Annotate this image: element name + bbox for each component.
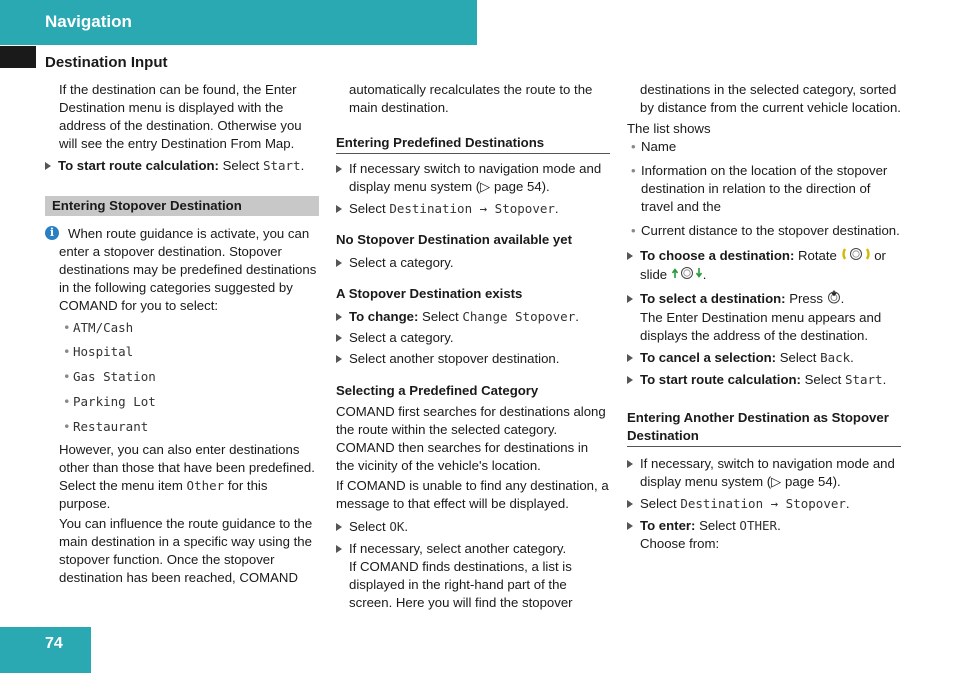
menu-item-ok: OK (389, 519, 405, 534)
page-number: 74 (45, 635, 63, 652)
exists-heading: A Stopover Destination exists (336, 286, 523, 301)
text: . (777, 518, 781, 534)
step-select-stopover-2 (627, 495, 901, 513)
text: Choose from: (640, 536, 720, 552)
step-text: Select (218, 158, 263, 173)
no-stopover-heading: No Stopover Destination available yet (336, 232, 572, 247)
text: . (840, 291, 845, 307)
list-item: • Hospital (59, 343, 319, 361)
text: Select (418, 309, 463, 324)
menu-item-start: Start (844, 372, 883, 388)
text: . (554, 201, 559, 216)
text: or slide (640, 248, 886, 283)
controller-press-icon (827, 290, 841, 309)
info-icon: i (45, 226, 59, 240)
step-start-route-2 (627, 371, 901, 389)
column-3 (627, 81, 901, 553)
menu-item-other: Other (186, 478, 225, 493)
step-label: To change: (349, 309, 419, 324)
step-label: To choose a destination: (640, 248, 795, 263)
step-start-route (45, 157, 319, 175)
text: . (845, 496, 850, 512)
selecting-heading: Selecting a Predefined Category (336, 383, 539, 398)
step-select-ok (336, 518, 610, 536)
text: . (850, 350, 854, 366)
list-item: • Restaurant (59, 418, 319, 436)
text: Select (349, 201, 390, 216)
text: for this purpose. (59, 478, 268, 511)
step-label: To select a destination: (640, 291, 786, 307)
info-note (45, 225, 319, 315)
text: . (882, 372, 887, 388)
paragraph-influence: You can influence the route guidance to the main destination in a specific way using the stopover function. Once the stopover destination has been reached, COMAND (59, 516, 313, 585)
step-select-another: Select another stopover destination. (336, 350, 610, 368)
text: If necessary, select another category. (349, 541, 567, 556)
menu-item-other: OTHER (739, 518, 778, 534)
step-select-category: Select a category. (336, 254, 610, 272)
step-label: To enter: (640, 518, 696, 534)
text: . (702, 267, 707, 283)
step-choose-destination (627, 247, 901, 285)
selecting-paragraph-1: COMAND first searches for destinations along the route within the selected category. COMAND then searches for destinations in the vicinity of the vehicle's location. (336, 404, 606, 473)
column-1 (45, 81, 319, 587)
text: Select (800, 372, 845, 388)
header-title: Navigation (45, 12, 132, 31)
step-cancel-selection (627, 349, 901, 367)
another-destination-heading: Entering Another Destination as Stopover Destination (627, 409, 901, 447)
text: The Enter Destination menu appears and displays the address of the destination. (640, 310, 882, 344)
step-enter-other (627, 517, 901, 553)
menu-path: Destination → Stopover (389, 201, 555, 216)
step-label: To start route calculation: (640, 372, 801, 388)
text: However, you can also enter destinations other than those that have been predefined. Select the menu item (59, 442, 315, 493)
menu-item-start: Start (262, 158, 301, 173)
step-select-stopover (336, 200, 610, 218)
predefined-heading: Entering Predefined Destinations (336, 134, 610, 154)
list-item: • Name (627, 138, 901, 156)
text: Select (640, 496, 681, 512)
text: . (575, 309, 579, 324)
step-text-end: . (300, 158, 305, 173)
selecting-paragraph-2: If COMAND is unable to find any destination, a message to that effect will be displayed. (336, 478, 609, 511)
step-another-category (336, 540, 610, 612)
step-label: To cancel a selection: (640, 350, 777, 366)
text: Select (776, 350, 821, 366)
section-title: Destination Input (45, 54, 168, 71)
controller-rotate-icon (841, 247, 871, 266)
menu-item-back: Back (820, 350, 851, 366)
intro-paragraph: If the destination can be found, the Enter Destination menu is displayed with the address of the destination. Otherwise you will see the entry Destination From Map. (59, 82, 302, 151)
text: Select (349, 519, 390, 534)
list-shows: The list shows (627, 121, 711, 136)
step-switch-mode-2: If necessary, switch to navigation mode and display menu system (▷ page 54). (627, 455, 901, 491)
column-2 (336, 81, 610, 612)
menu-path: Destination → Stopover (680, 496, 846, 512)
controller-slide-icon (671, 266, 703, 285)
text: Rotate (794, 248, 841, 263)
list-item: • Parking Lot (59, 393, 319, 411)
step-label: To start route calculation: (58, 158, 219, 173)
list-item: • Gas Station (59, 368, 319, 386)
list-item: • ATM/Cash (59, 319, 319, 337)
list-item: • Current distance to the stopover destination. (627, 222, 901, 240)
continued-text: destinations in the selected category, sorted by distance from the current vehicle location. (640, 82, 901, 115)
step-change (336, 308, 610, 326)
step-switch-mode: If necessary switch to navigation mode and display menu system (▷ page 54). (336, 160, 610, 196)
list-item: • Information on the location of the stopover destination in relation to the direction of travel and the (627, 162, 901, 216)
text: Press (785, 291, 827, 307)
continued-text: automatically recalculates the route to the main destination. (349, 82, 593, 115)
stopover-heading: Entering Stopover Destination (45, 196, 319, 216)
step-select-category-2: Select a category. (336, 329, 610, 347)
section-marker (0, 46, 36, 68)
info-text: When route guidance is activate, you can enter a stopover destination. Stopover destinations may be predefined destinations in the following categories suggested by COMAND for you to select: (59, 226, 317, 313)
text: . (404, 519, 409, 534)
category-list (45, 319, 319, 436)
menu-item-change-stopover: Change Stopover (462, 309, 576, 324)
paragraph-other (45, 441, 319, 513)
step-select-destination (627, 290, 901, 345)
text: If COMAND finds destinations, a list is displayed in the right-hand part of the screen. Here you will find the stopover (349, 559, 573, 610)
text: Select (695, 518, 740, 534)
